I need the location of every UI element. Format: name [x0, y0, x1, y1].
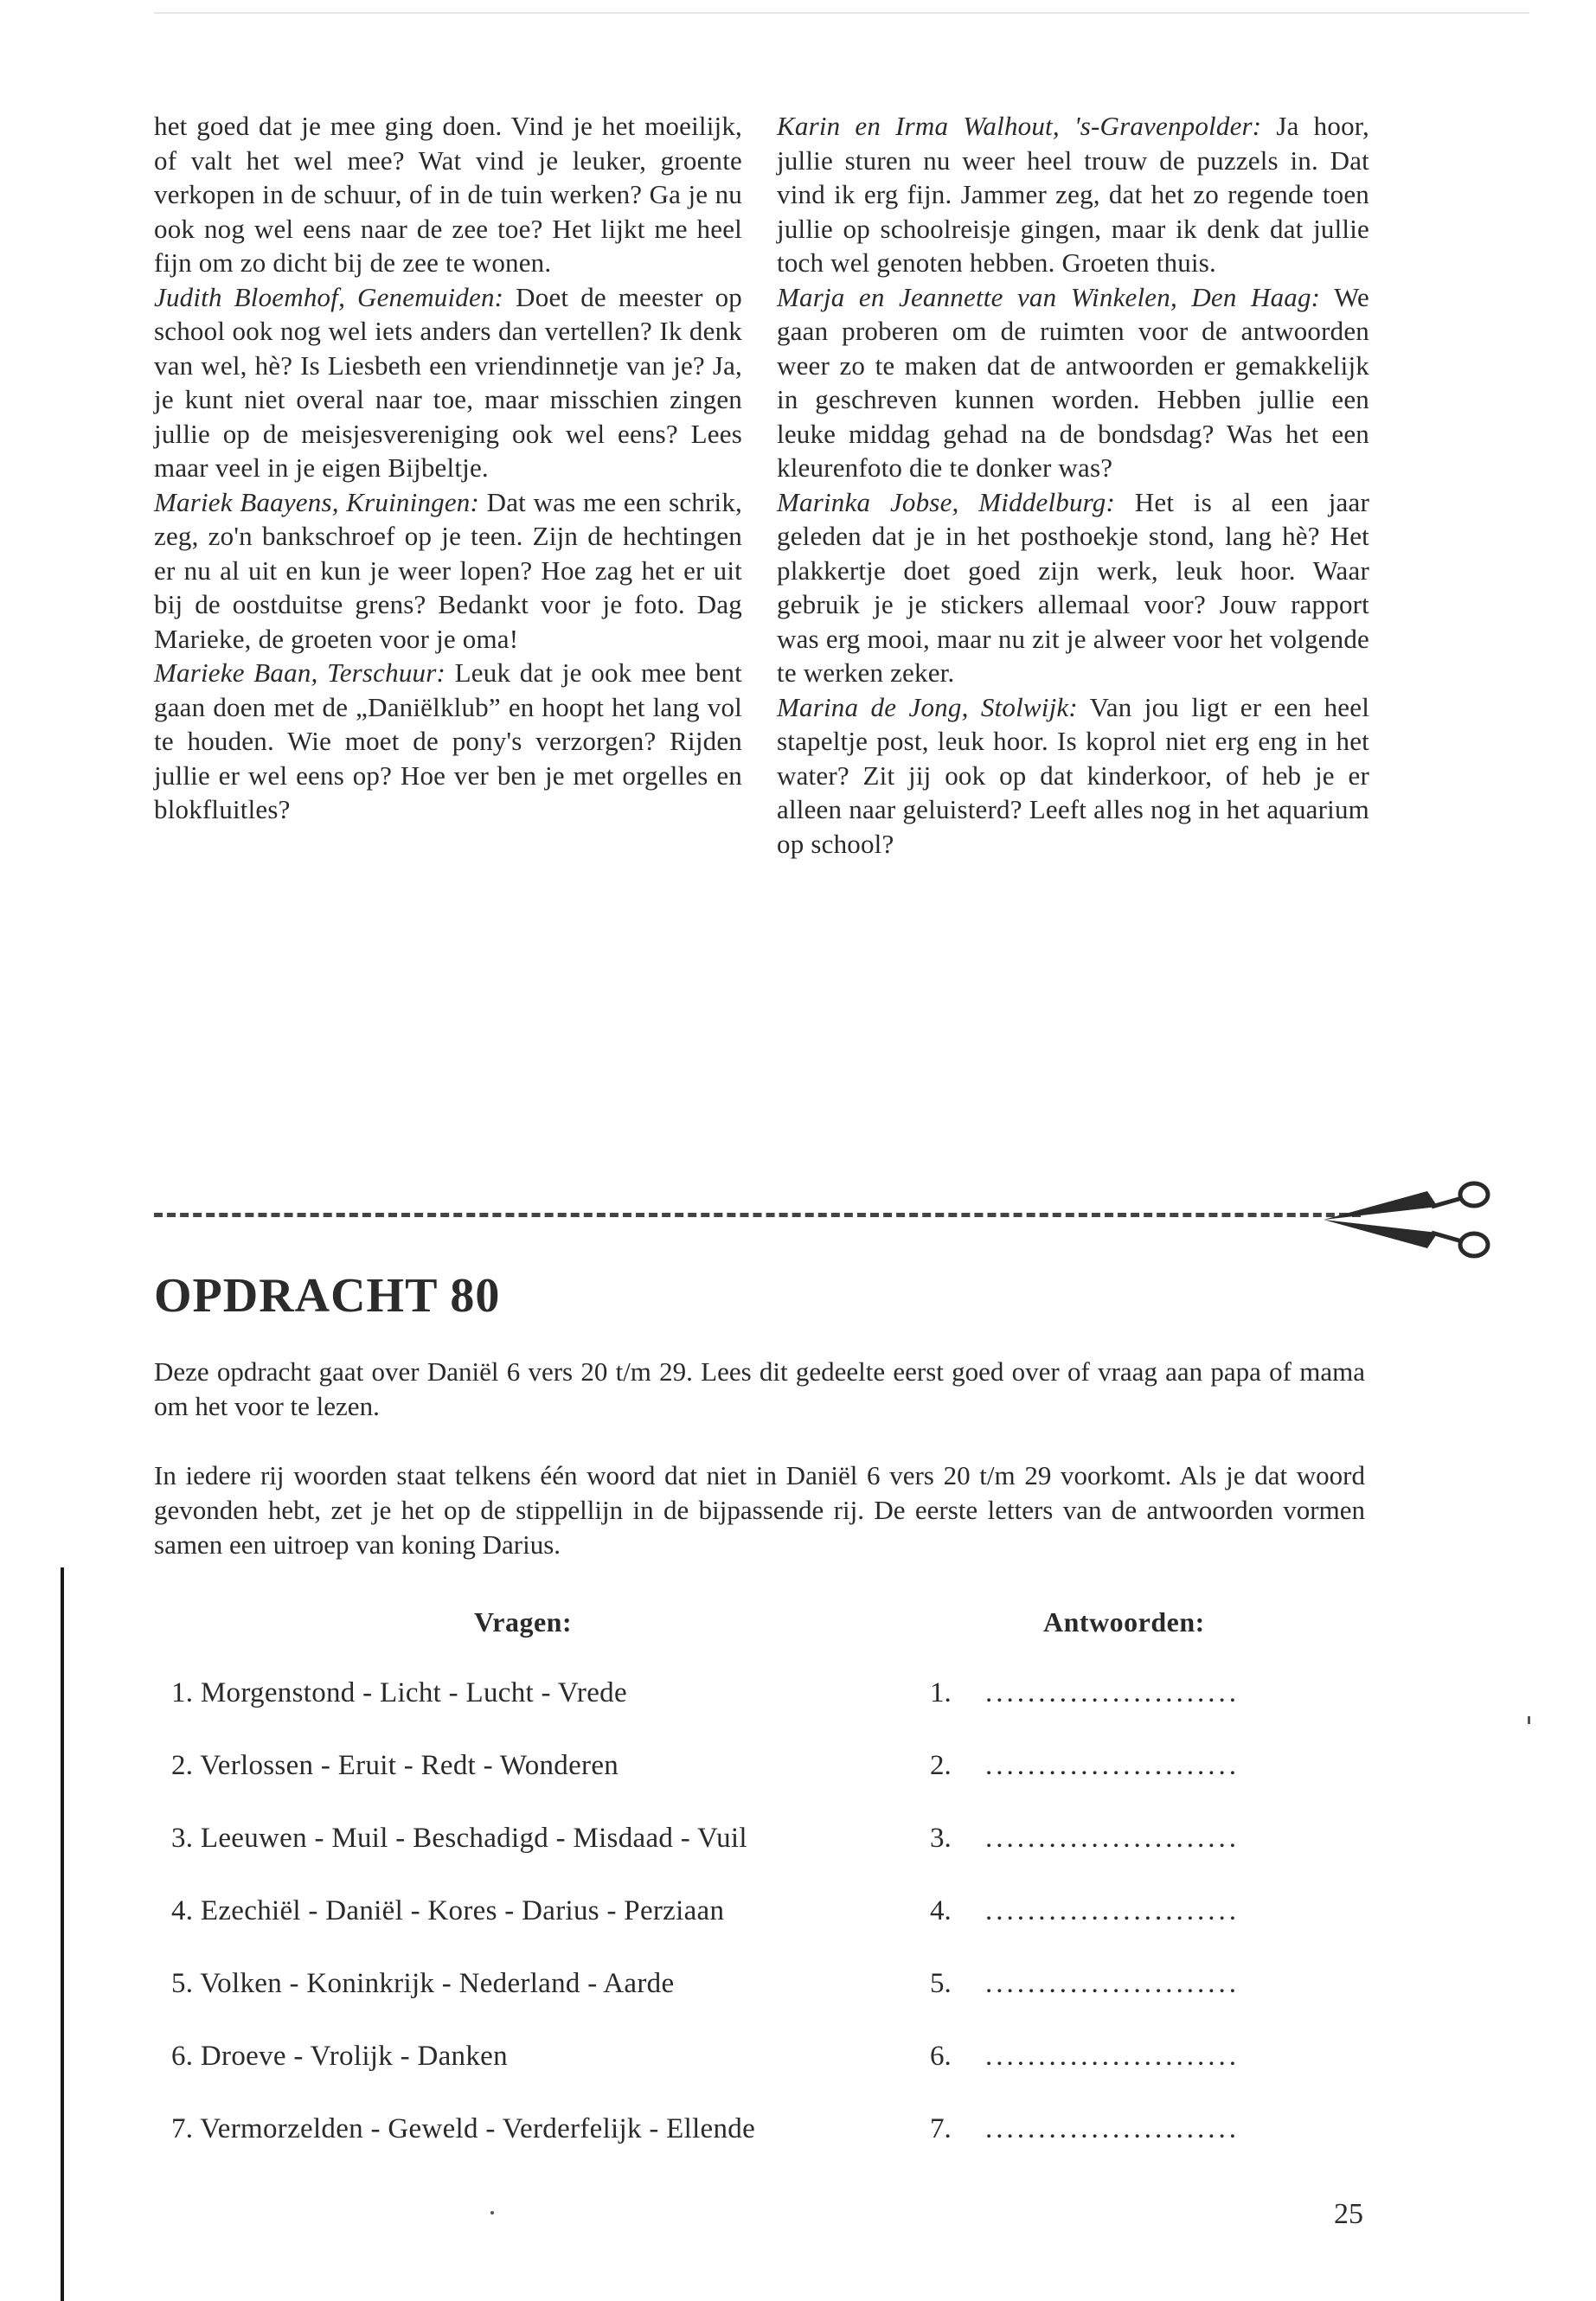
- letter-paragraph: Mariek Baayens, Kruiningen: Dat was me een schrik, zeg, zo'n bankschroef op je teen. Zijn de hechtingen er nu al uit en kun je weer lopen? Hoe zag het er uit bij de oostduitse grens? Bedankt voor je foto. Dag Marieke, de groeten voor je oma!: [154, 486, 742, 654]
- letter-paragraph: het goed dat je mee ging doen. Vind je het moeilijk, of valt het wel mee? Wat vind je leuker, groente verkopen in de schuur, of in de tuin werken? Ga je nu ook nog wel eens naar de zee toe? Het lijkt me heel fijn om zo dicht bij de zee te wonen.: [154, 111, 742, 278]
- answer-line[interactable]: 1. ........................: [930, 1677, 1240, 1708]
- answer-line[interactable]: 3. ........................: [930, 1823, 1240, 1854]
- questions-header: Vragen:: [474, 1606, 573, 1638]
- letter-paragraph: Marina de Jong, Stolwijk: Van jou ligt er een heel stapeltje post, leuk hoor. Is koprol niet erg eng in het water? Zit jij ook op dat kinderkoor, of heb je er alleen naar geluisterd? Leeft alles nog in het aquarium op school?: [777, 691, 1370, 859]
- letters-column-left: [154, 109, 742, 827]
- letter-paragraph: Karin en Irma Walhout, 's-Gravenpolder: Ja hoor, jullie sturen nu weer heel trouw de puzzels in. Dat vind ik erg fijn. Jammer zeg, dat het zo regende toen jullie op schoolreisje gingen, maar ik denk dat jullie toch wel genoten hebben. Groeten thuis.: [777, 111, 1370, 278]
- scan-edge: [61, 1567, 64, 2301]
- cut-line: [154, 1213, 1361, 1217]
- answer-line[interactable]: 7. ........................: [930, 2113, 1240, 2144]
- answer-line[interactable]: 6. ........................: [930, 2041, 1240, 2072]
- question-row: 6. Droeve - Vrolijk - Danken: [171, 2041, 508, 2072]
- question-row: 5. Volken - Koninkrijk - Nederland - Aarde: [171, 1968, 675, 1999]
- letter-paragraph: Marinka Jobse, Middelburg: Het is al een jaar geleden dat je in het posthoekje stond, lang hè? Het plakkertje doet goed zijn werk, leuk hoor. Waar gebruik je je stickers allemaal voor? Jouw rapport was erg mooi, maar nu zit je alweer voor het volgende te werken zeker.: [777, 486, 1369, 688]
- answer-line[interactable]: 2. ........................: [930, 1750, 1240, 1781]
- assignment-intro: Deze opdracht gaat over Daniël 6 vers 20 t/m 29. Lees dit gedeelte eerst goed over of vraag aan papa of mama om het voor te lezen.: [154, 1356, 1365, 1421]
- assignment-instructions: In iedere rij woorden staat telkens één woord dat niet in Daniël 6 vers 20 t/m 29 voorkomt. Als je dat woord gevonden hebt, zet je het op de stippellijn in de bijpassende rij. De eerste letters van de antwoorden vormen samen een uitroep van koning Darius.: [154, 1460, 1365, 1560]
- question-row: 3. Leeuwen - Muil - Beschadigd - Misdaad - Vuil: [171, 1823, 747, 1854]
- question-row: 7. Vermorzelden - Geweld - Verderfelijk - Ellende: [171, 2113, 756, 2144]
- letter-paragraph: Marieke Baan, Terschuur: Leuk dat je ook mee bent gaan doen met de „Daniëlklub” en hoopt het lang vol te houden. Wie moet de pony's verzorgen? Rijden jullie er wel eens op? Hoe ver ben je met orgelles en blokfluitles?: [154, 657, 742, 824]
- question-row: 1. Morgenstond - Licht - Lucht - Vrede: [171, 1677, 627, 1708]
- letters-column-right: [777, 109, 1369, 861]
- answer-line[interactable]: 4. ........................: [930, 1895, 1240, 1926]
- scan-speck: [490, 2211, 494, 2214]
- scissors-icon: [1324, 1172, 1501, 1267]
- letter-paragraph: Marja en Jeannette van Winkelen, Den Haag: We gaan proberen om de ruimten voor de antwoorden weer zo te maken dat de antwoorden er gemakkelijk in geschreven kunnen worden. Hebben jullie een leuke middag gehad na de bondsdag? Was het een kleurenfoto die te donker was?: [777, 281, 1370, 483]
- letter-paragraph: Judith Bloemhof, Genemuiden: Doet de meester op school ook nog wel iets anders dan vertellen? Ik denk van wel, hè? Is Liesbeth een vriendinnetje van je? Ja, je kunt niet overal naar toe, maar misschien zingen jullie op de meisjesvereniging ook wel eens? Lees maar veel in je eigen Bijbeltje.: [154, 281, 743, 483]
- scan-edge-line: [154, 12, 1529, 14]
- answers-header: Antwoorden:: [1043, 1606, 1205, 1638]
- answer-line[interactable]: 5. ........................: [930, 1968, 1240, 1999]
- question-row: 4. Ezechiël - Daniël - Kores - Darius - Perziaan: [171, 1895, 725, 1926]
- question-row: 2. Verlossen - Eruit - Redt - Wonderen: [171, 1750, 619, 1781]
- scan-speck: [1528, 1716, 1530, 1724]
- page-number: 25: [1334, 2198, 1363, 2230]
- assignment-title: OPDRACHT 80: [154, 1269, 501, 1323]
